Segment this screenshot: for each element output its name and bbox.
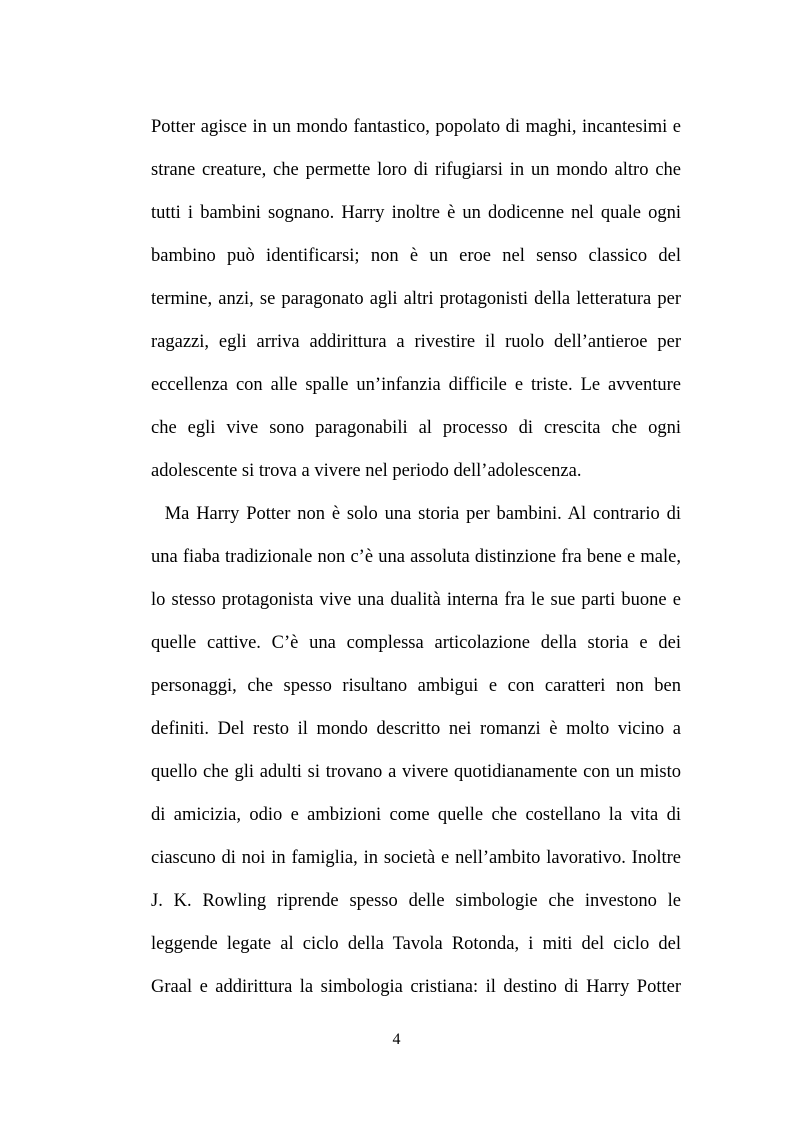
text-line: Potter agisce in un mondo fantastico, popolato di maghi, incantesimi e xyxy=(151,117,681,137)
text-line: tutti i bambini sognano. Harry inoltre è un dodicenne nel quale ogni xyxy=(151,203,681,223)
text-line: adolescente si trova a vivere nel periodo dell’adolescenza. xyxy=(151,461,582,481)
text-line: strane creature, che permette loro di rifugiarsi in un mondo altro che xyxy=(151,160,681,180)
text-line: leggende legate al ciclo della Tavola Rotonda, i miti del ciclo del xyxy=(151,934,681,954)
paragraph-start-line: Ma Harry Potter non è solo una storia per bambini. Al contrario di xyxy=(151,504,681,524)
text-line: definiti. Del resto il mondo descritto nei romanzi è molto vicino a xyxy=(151,719,681,739)
page-number: 4 xyxy=(392,1031,401,1048)
text-line: quelle cattive. C’è una complessa articolazione della storia e dei xyxy=(151,633,681,653)
text-line: di amicizia, odio e ambizioni come quelle che costellano la vita di xyxy=(151,805,681,825)
text-line: che egli vive sono paragonabili al processo di crescita che ogni xyxy=(151,418,681,438)
text-line: personaggi, che spesso risultano ambigui e con caratteri non ben xyxy=(151,676,681,696)
text-line: J. K. Rowling riprende spesso delle simbologie che investono le xyxy=(151,891,681,911)
text-line: quello che gli adulti si trovano a vivere quotidianamente con un misto xyxy=(151,762,681,782)
text-line: termine, anzi, se paragonato agli altri protagonisti della letteratura per xyxy=(151,289,681,309)
text-line: ragazzi, egli arriva addirittura a rivestire il ruolo dell’antieroe per xyxy=(151,332,681,352)
text-line: una fiaba tradizionale non c’è una assoluta distinzione fra bene e male, xyxy=(151,547,681,567)
text-line: eccellenza con alle spalle un’infanzia difficile e triste. Le avventure xyxy=(151,375,681,395)
text-line: Graal e addirittura la simbologia cristiana: il destino di Harry Potter xyxy=(151,977,681,997)
text-line: bambino può identificarsi; non è un eroe nel senso classico del xyxy=(151,246,681,266)
text-line: ciascuno di noi in famiglia, in società e nell’ambito lavorativo. Inoltre xyxy=(151,848,681,868)
text-line: lo stesso protagonista vive una dualità interna fra le sue parti buone e xyxy=(151,590,681,610)
